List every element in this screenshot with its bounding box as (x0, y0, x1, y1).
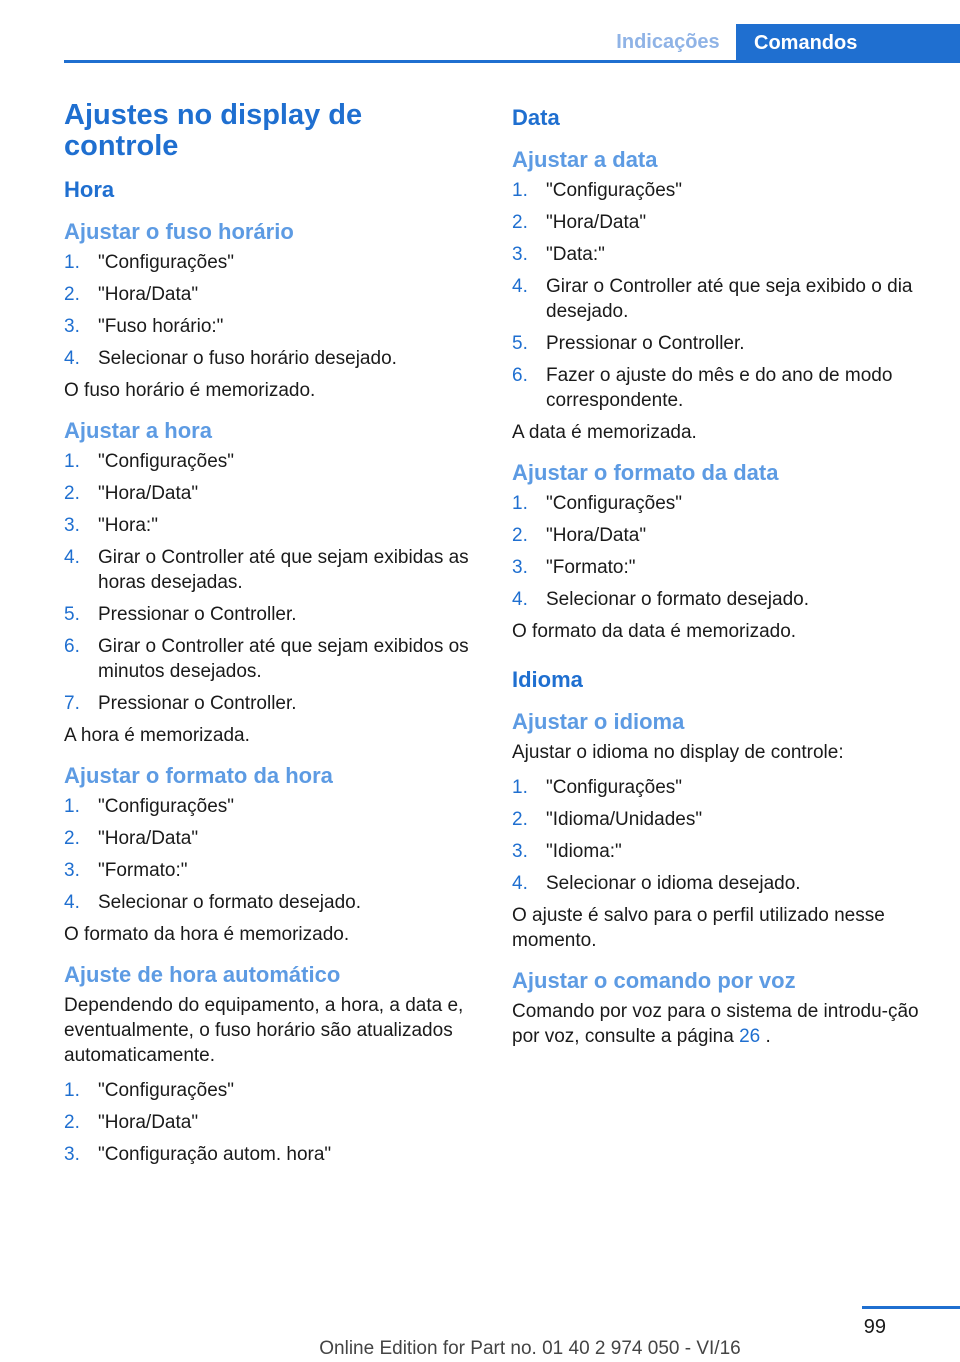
list-item: 3. "Formato:" (64, 860, 188, 881)
fuso-note: O fuso horário é memorizado. (64, 380, 316, 401)
section-data-heading: Data (512, 105, 560, 130)
automatico-intro: Dependendo do equipamento, a hora, a data e, eventualmente, o fuso horário são atualizados automaticamente. (64, 995, 464, 1066)
page-title: Ajustes no display de controle (64, 99, 363, 162)
list-item: 1. "Configurações" (64, 451, 235, 472)
tab-comandos[interactable]: Comandos (736, 24, 960, 63)
list-item: 1. "Configurações" (64, 1080, 235, 1101)
list-item: 4. Selecionar o idioma desejado. (512, 873, 801, 894)
section-idioma-heading: Idioma (512, 667, 583, 692)
formato-data-heading: Ajustar o formato da data (512, 460, 779, 485)
page-link[interactable]: 26 (739, 1026, 761, 1047)
data-note: A data é memorizada. (512, 422, 697, 443)
data-heading: Ajustar a data (512, 147, 658, 172)
hora-heading: Ajustar a hora (64, 418, 212, 443)
list-item: 3. "Data:" (512, 244, 605, 265)
list-item: 1. "Configurações" (512, 180, 683, 201)
footer-rule (862, 1306, 960, 1309)
list-item: 7. Pressionar o Controller. (64, 693, 297, 714)
edition-footer: Online Edition for Part no. 01 40 2 974 050 - VI/16 (319, 1338, 741, 1359)
list-item: 4. Selecionar o formato desejado. (64, 892, 361, 913)
list-item: 2. "Hora/Data" (64, 284, 199, 305)
automatico-steps (64, 1078, 480, 1167)
idioma-heading: Ajustar o idioma (512, 709, 685, 734)
list-item: 3. "Configuração autom. hora" (64, 1144, 332, 1165)
idioma-note: O ajuste é salvo para o perfil utilizado nesse momento. (512, 905, 885, 951)
list-item: 3. "Fuso horário:" (64, 316, 224, 337)
list-item: 3. "Formato:" (512, 557, 636, 578)
list-item: 1. "Configurações" (64, 252, 235, 273)
list-item: 4. Girar o Controller até que sejam exibidas as horas desejadas. (64, 547, 469, 593)
voz-heading: Ajustar o comando por voz (512, 968, 796, 993)
list-item: 2. "Idioma/Unidades" (512, 809, 703, 830)
formato-hora-heading: Ajustar o formato da hora (64, 763, 333, 788)
list-item: 3. "Idioma:" (512, 841, 622, 862)
formato-hora-steps (64, 794, 480, 915)
fuso-steps (64, 250, 480, 371)
data-steps (512, 178, 928, 413)
hora-note: A hora é memorizada. (64, 725, 250, 746)
list-item: 1. "Configurações" (512, 777, 683, 798)
idioma-steps (512, 775, 928, 896)
automatico-heading: Ajuste de hora automático (64, 962, 341, 987)
right-column (512, 100, 928, 1059)
list-item: 6. Fazer o ajuste do mês e do ano de modo correspondente. (512, 365, 893, 411)
fuso-heading: Ajustar o fuso horário (64, 219, 294, 244)
tab-indicacoes[interactable]: Indicações (616, 30, 720, 53)
formato-hora-note: O formato da hora é memorizado. (64, 924, 350, 945)
hora-steps (64, 449, 480, 716)
list-item: 6. Girar o Controller até que sejam exibidos os minutos desejados. (64, 636, 469, 682)
list-item: 2. "Hora/Data" (512, 212, 647, 233)
voz-text: Comando por voz para o sistema de introdu-ção por voz, consulte a página 26 . (512, 1001, 919, 1047)
page-number: 99 (863, 1316, 886, 1338)
list-item: 3. "Hora:" (64, 515, 158, 536)
list-item: 4. Girar o Controller até que seja exibido o dia desejado. (512, 276, 913, 322)
list-item: 2. "Hora/Data" (64, 483, 199, 504)
list-item: 2. "Hora/Data" (64, 828, 199, 849)
list-item: 1. "Configurações" (512, 493, 683, 514)
formato-data-steps (512, 491, 928, 612)
formato-data-note: O formato da data é memorizado. (512, 621, 797, 642)
list-item: 2. "Hora/Data" (64, 1112, 199, 1133)
list-item: 1. "Configurações" (64, 796, 235, 817)
list-item: 4. Selecionar o formato desejado. (512, 589, 809, 610)
left-column (64, 100, 480, 1174)
header-rule (64, 60, 960, 63)
list-item: 5. Pressionar o Controller. (512, 333, 745, 354)
list-item: 2. "Hora/Data" (512, 525, 647, 546)
list-item: 4. Selecionar o fuso horário desejado. (64, 348, 397, 369)
list-item: 5. Pressionar o Controller. (64, 604, 297, 625)
section-hora-heading: Hora (64, 177, 115, 202)
idioma-intro: Ajustar o idioma no display de controle: (512, 742, 844, 763)
